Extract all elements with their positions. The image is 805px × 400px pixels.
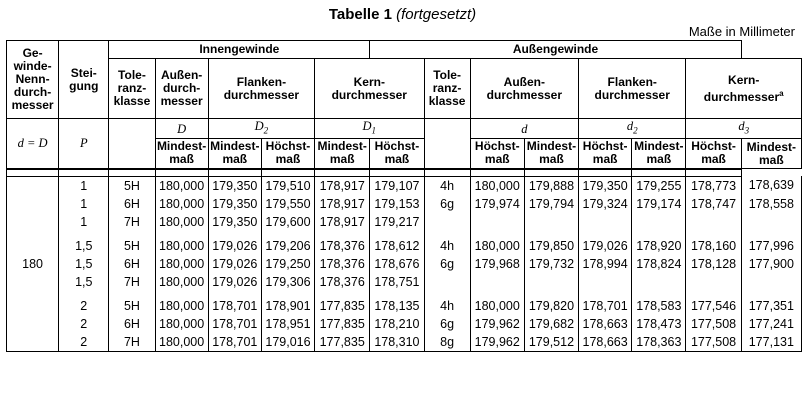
table-cell: 178,701: [208, 297, 261, 315]
table-row: [7, 255, 802, 273]
table-cell: 177,508: [686, 315, 741, 333]
max-label: Höchst- maß: [686, 139, 741, 169]
table-cell: 7H: [109, 273, 155, 291]
table-cell: 178,376: [315, 273, 370, 291]
table-cell: 1,5: [59, 237, 109, 255]
table-cell: 1,5: [59, 273, 109, 291]
table-cell: 177,241: [741, 315, 801, 333]
table-cell: 179,600: [261, 213, 314, 231]
thread-table: [6, 40, 802, 352]
table-cell: [632, 213, 686, 231]
table-cell: 177,835: [315, 315, 370, 333]
table-cell: 178,701: [579, 297, 632, 315]
table-cell: 178,701: [208, 315, 261, 333]
table-cell: 178,901: [261, 297, 314, 315]
max-label: Höchst- maß: [370, 139, 424, 169]
table-cell: 179,250: [261, 255, 314, 273]
table-cell: 179,206: [261, 237, 314, 255]
table-cell: 6g: [424, 255, 470, 273]
table-cell: 178,663: [579, 333, 632, 352]
table-cell: [741, 213, 801, 231]
table-cell: 180,000: [155, 315, 208, 333]
table-cell: 178,951: [261, 315, 314, 333]
table-cell: 179,732: [524, 255, 578, 273]
min-label: Mindest- maß: [155, 139, 208, 169]
table-cell: 177,996: [741, 237, 801, 255]
table-cell: 177,546: [686, 297, 741, 315]
table-cell: 179,217: [370, 213, 424, 231]
table-row: [7, 213, 802, 231]
max-label: Höchst- maß: [261, 139, 314, 169]
table-cell: 179,888: [524, 176, 578, 195]
table-title: Tabelle 1 (fortgesetzt): [328, 6, 477, 23]
table-cell: 4h: [424, 176, 470, 195]
table-cell: 178,994: [579, 255, 632, 273]
table-cell: 2: [59, 297, 109, 315]
sym-nominal: d = D: [7, 119, 59, 169]
units-note: Maße in Millimeter: [688, 24, 795, 39]
table-cell: 179,974: [470, 195, 524, 213]
table-cell: 178,558: [741, 195, 801, 213]
data-body: [7, 169, 802, 352]
table-cell: 179,350: [579, 176, 632, 195]
sym-pitch: P: [59, 119, 109, 169]
table-cell: 7H: [109, 333, 155, 352]
table-row: [7, 333, 802, 352]
header-pitch: Stei- gung: [59, 41, 109, 119]
table-cell: 180,000: [470, 176, 524, 195]
table-cell: 178,747: [686, 195, 741, 213]
table-cell: 177,131: [741, 333, 801, 352]
table-cell: 5H: [109, 176, 155, 195]
sym-D2: $D_2$: [208, 119, 314, 139]
table-cell: 178,376: [315, 237, 370, 255]
table-cell: 177,835: [315, 333, 370, 352]
max-label: Höchst- maß: [470, 139, 524, 169]
table-cell: 179,550: [261, 195, 314, 213]
table-cell: 180,000: [155, 255, 208, 273]
table-cell: 178,376: [315, 255, 370, 273]
table-cell: 6g: [424, 315, 470, 333]
table-cell: 178,701: [208, 333, 261, 352]
table-cell: 179,850: [524, 237, 578, 255]
table-cell: 178,920: [632, 237, 686, 255]
table-cell: 179,026: [579, 237, 632, 255]
table-cell: 179,026: [208, 255, 261, 273]
max-label: Höchst- maß: [579, 139, 632, 169]
min-label: Mindest- maß: [524, 139, 578, 169]
table-cell: 178,363: [632, 333, 686, 352]
table-cell: 1,5: [59, 255, 109, 273]
table-cell: 6H: [109, 255, 155, 273]
table-cell: 180,000: [155, 333, 208, 352]
table-cell: 5H: [109, 237, 155, 255]
table-cell: 179,026: [208, 273, 261, 291]
table-cell: 179,350: [208, 213, 261, 231]
sym-d: d: [470, 119, 578, 139]
table-cell: 179,820: [524, 297, 578, 315]
table-cell: 178,639: [741, 176, 801, 195]
table-cell: [424, 273, 470, 291]
table-cell: 4h: [424, 297, 470, 315]
table-cell: [686, 273, 741, 291]
table-cell: 180,000: [155, 273, 208, 291]
table-cell: 1: [59, 176, 109, 195]
table-cell: 179,324: [579, 195, 632, 213]
table-cell: 178,917: [315, 176, 370, 195]
table-cell: 180,000: [155, 213, 208, 231]
header-tol-class-int: Tole- ranz- klasse: [109, 59, 155, 119]
table-cell: [470, 213, 524, 231]
table-cell: 177,900: [741, 255, 801, 273]
header-core-dia-ext: Kern- durchmesser$^a$: [686, 59, 802, 119]
table-cell: 179,962: [470, 333, 524, 352]
table-cell: 177,508: [686, 333, 741, 352]
table-row: [7, 297, 802, 315]
table-cell: 1: [59, 195, 109, 213]
table-cell: 178,473: [632, 315, 686, 333]
table-cell: [424, 213, 470, 231]
table-cell: 8g: [424, 333, 470, 352]
header-outer-dia-ext: Außen- durchmesser: [470, 59, 578, 119]
table-cell: 180,000: [155, 195, 208, 213]
min-label: Mindest- maß: [632, 139, 686, 169]
table-cell: 2: [59, 315, 109, 333]
table-cell: 178,824: [632, 255, 686, 273]
table-cell: 179,306: [261, 273, 314, 291]
header-internal: Innengewinde: [109, 41, 370, 59]
table-cell: [524, 213, 578, 231]
min-label: Mindest- maß: [741, 139, 801, 169]
table-cell: [524, 273, 578, 291]
table-cell: 178,210: [370, 315, 424, 333]
header-nominal: Ge- winde- Nenn- durch- messer: [7, 41, 59, 119]
table-cell: 180,000: [155, 297, 208, 315]
table-cell: 178,917: [315, 195, 370, 213]
table-cell: 177,351: [741, 297, 801, 315]
header-tol-class-ext: Tole- ranz- klasse: [424, 59, 470, 119]
table-cell: 179,107: [370, 176, 424, 195]
sym-D: D: [155, 119, 208, 139]
table-cell: 179,026: [208, 237, 261, 255]
header-outer-dia-int: Außen- durch- messer: [155, 59, 208, 119]
table-cell: 180,000: [155, 176, 208, 195]
header-external: Außengewinde: [370, 41, 741, 59]
table-cell: 1: [59, 213, 109, 231]
table-cell: 179,682: [524, 315, 578, 333]
table-cell: 178,751: [370, 273, 424, 291]
table-cell: 177,835: [315, 297, 370, 315]
table-cell: 180,000: [155, 237, 208, 255]
table-cell: 5H: [109, 297, 155, 315]
table-cell: 179,016: [261, 333, 314, 352]
table-cell: 178,612: [370, 237, 424, 255]
sym-d3: $d_3$: [686, 119, 802, 139]
table-cell: 178,773: [686, 176, 741, 195]
table-cell: 178,135: [370, 297, 424, 315]
table-cell: 179,153: [370, 195, 424, 213]
table-row: [7, 315, 802, 333]
table-cell: 179,350: [208, 176, 261, 195]
min-label: Mindest- maß: [315, 139, 370, 169]
table-cell: 6H: [109, 195, 155, 213]
table-cell: [741, 273, 801, 291]
header-pitch-dia-int: Flanken- durchmesser: [208, 59, 314, 119]
table-cell: 179,962: [470, 315, 524, 333]
table-cell: 179,968: [470, 255, 524, 273]
table-cell: 179,255: [632, 176, 686, 195]
table-cell: 179,510: [261, 176, 314, 195]
table-cell: [579, 273, 632, 291]
table-cell: 178,128: [686, 255, 741, 273]
header-core-dia-int: Kern- durchmesser: [315, 59, 424, 119]
table-row: [7, 237, 802, 255]
table-cell: [632, 273, 686, 291]
table-cell: 180,000: [470, 297, 524, 315]
nominal-value: 180: [7, 176, 59, 351]
table-cell: 179,794: [524, 195, 578, 213]
table-cell: 178,583: [632, 297, 686, 315]
table-cell: 180,000: [470, 237, 524, 255]
table-cell: 179,512: [524, 333, 578, 352]
table-cell: [470, 273, 524, 291]
table-row: [7, 273, 802, 291]
table-cell: 4h: [424, 237, 470, 255]
table-row: [7, 195, 802, 213]
table-cell: 2: [59, 333, 109, 352]
table-cell: 178,160: [686, 237, 741, 255]
sym-D1: $D_1$: [315, 119, 424, 139]
table-cell: 178,676: [370, 255, 424, 273]
table-cell: 178,310: [370, 333, 424, 352]
table-cell: 6H: [109, 315, 155, 333]
table-cell: [579, 213, 632, 231]
table-cell: 179,350: [208, 195, 261, 213]
table-row: [7, 176, 802, 195]
table-cell: 6g: [424, 195, 470, 213]
table-cell: 178,663: [579, 315, 632, 333]
table-cell: 7H: [109, 213, 155, 231]
header-pitch-dia-ext: Flanken- durchmesser: [579, 59, 686, 119]
table-cell: 178,917: [315, 213, 370, 231]
min-label: Mindest- maß: [208, 139, 261, 169]
table-cell: [686, 213, 741, 231]
sym-d2: $d_2$: [579, 119, 686, 139]
table-cell: 179,174: [632, 195, 686, 213]
